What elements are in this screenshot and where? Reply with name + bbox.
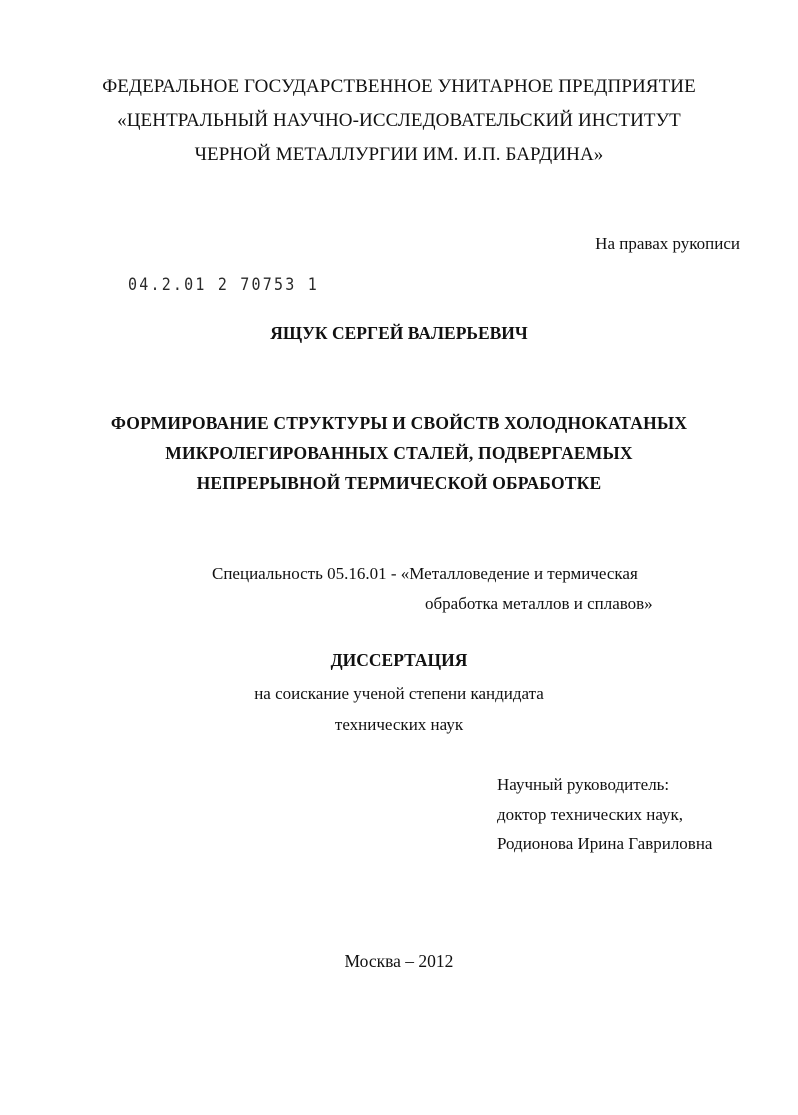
city-year: Москва – 2012 [344, 951, 454, 971]
supervisor-label: Научный руководитель: [497, 775, 670, 794]
catalog-code-stamp: 04.2.01 2 70753 1 [128, 273, 319, 295]
thesis-title-line-1: ФОРМИРОВАНИЕ СТРУКТУРЫ И СВОЙСТВ ХОЛОДНОКАТАНЫХ [110, 413, 688, 433]
supervisor-degree: доктор технических наук, [497, 805, 684, 824]
degree-line-1: на соискание ученой степени кандидата [254, 684, 544, 703]
dissertation-heading: ДИССЕРТАЦИЯ [330, 650, 468, 670]
specialty-line-2: обработка металлов и сплавов» [425, 594, 653, 613]
organization-line-2: «ЦЕНТРАЛЬНЫЙ НАУЧНО-ИССЛЕДОВАТЕЛЬСКИЙ ИНСТИТУТ [117, 110, 681, 131]
organization-line-3: ЧЕРНОЙ МЕТАЛЛУРГИИ ИМ. И.П. БАРДИНА» [194, 144, 604, 165]
organization-line-1: ФЕДЕРАЛЬНОЕ ГОСУДАРСТВЕННОЕ УНИТАРНОЕ ПРЕДПРИЯТИЕ [102, 76, 696, 97]
degree-line-2: технических наук [334, 715, 464, 734]
specialty-line-1: Специальность 05.16.01 - «Металловедение и термическая [212, 564, 638, 583]
thesis-title-line-2: МИКРОЛЕГИРОВАННЫХ СТАЛЕЙ, ПОДВЕРГАЕМЫХ [165, 443, 633, 463]
author-name: ЯЩУК СЕРГЕЙ ВАЛЕРЬЕВИЧ [270, 323, 528, 343]
thesis-title-line-3: НЕПРЕРЫВНОЙ ТЕРМИЧЕСКОЙ ОБРАБОТКЕ [196, 473, 602, 493]
supervisor-name: Родионова Ирина Гавриловна [497, 834, 713, 853]
manuscript-rights-note: На правах рукописи [595, 234, 740, 253]
